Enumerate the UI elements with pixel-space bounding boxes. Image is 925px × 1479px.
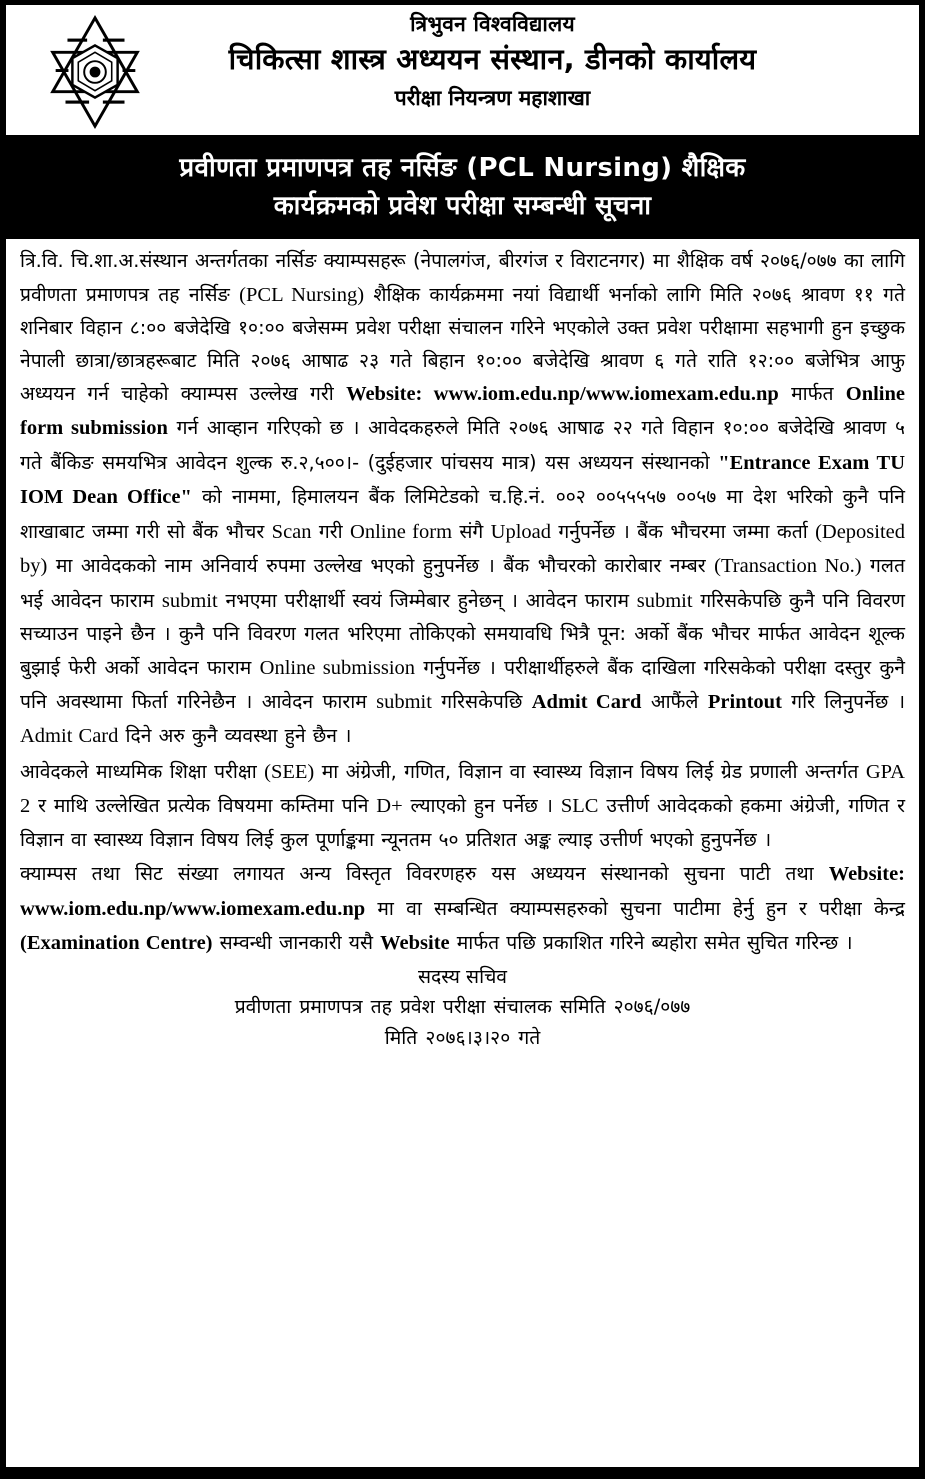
text-run: संगै [452,519,491,543]
text-run: मार्फत पछि प्रकाशित गरिने ब्यहोरा समेत सुचित गरिन्छ । [449,930,853,954]
pcl-nursing-label: (PCL Nursing) [239,283,365,306]
text-run: गर्नुपर्नेछ । बैंक भौचरमा जम्मा कर्ता [551,519,816,543]
paragraph-application-details [20,245,905,753]
notice-date: मिति २०७६।३।२० गते [384,1026,541,1050]
paragraph-eligibility-criteria [20,755,905,856]
text-run: गर्नुपर्नेछ । परीक्षार्थीहरुले बैंक दाखिला गरिसकेको परीक्षा दस्तुर कुनै पनि अवस्थामा फिर्ता गरिनेछैन । आवेदन फाराम [20,655,905,713]
text-run: शैक्षिक कार्यक्रममा नयां विद्यार्थी भर्नाको लागि मिति २०७६ श्रावण ११ गते शनिबार विहान ८:०० बजेदेखि १०:०० बजेसम्म प्रवेश परीक्षा संचालन गरिने भएकोले उक्त प्रवेश परीक्षामा सहभागी हुन इच्छुक नेपाली छात्रा/छात्रहरूबाट मिति २०७६ आषाढ २३ गते बिहान १०:०० बजेदेखि श्रावण ६ गते राति १२:०० बजेभित्र आफु अध्ययन गर्न चाहेको क्याम्पस उल्लेख गरी [20,282,905,406]
examination-centre-label: (Examination Centre) [20,931,213,954]
notice-body [6,239,919,1054]
online-form-label: Online form [350,520,453,543]
text-run: आफैंले [641,689,708,713]
text-run: नभएमा परीक्षार्थी स्वयं जिम्मेबार हुनेछन् । आवेदन फाराम [217,588,637,612]
university-name: त्रिभुवन विश्वविद्यालय [410,12,575,36]
payee-account-name: "Entrance Exam TU IOM Dean Office" [20,451,906,509]
slc-label: SLC [560,795,599,818]
transaction-no-label: (Transaction No.) [714,555,862,578]
tribhuvan-university-star-emblem [36,13,154,131]
text-run: दिने अरु कुनै व्यवस्था हुने छैन । [118,724,352,748]
admit-card-label-1: Admit Card [531,690,642,713]
notice-title-banner [6,138,919,239]
online-form-submission-label: Online form submission [20,383,906,440]
text-run: त्रि.वि. चि.शा.अ.संस्थान अन्तर्गतका नर्सिङ क्याम्पसहरू (नेपालगंज, बीरगंज र विराटनगर) मा शैक्षिक वर्ष २०७६/०७७ का लागि प्रवीणता प्रमाणपत्र तह नर्सिङ [20,249,905,306]
website-label: Website [380,931,450,954]
text-run: सम्वन्धी जानकारी यसै [212,930,381,954]
text-run: गरि लिनुपर्नेछ । [781,689,906,713]
text-run: गरिसकेपछि [431,689,532,713]
submit-label-1: submit [161,589,218,612]
submit-label-2: submit [636,589,693,612]
signatory-designation: सदस्य सचिव [417,965,508,989]
website-link-primary: Website: www.iom.edu.np/www.iomexam.edu.np [346,383,779,406]
banner-title-line-1: प्रवीणता प्रमाणपत्र तह नर्सिङ (PCL Nursing) शैक्षिक [179,153,746,183]
institute-name: चिकित्सा शास्त्र अध्ययन संस्थान, डीनको कार्यालय [228,42,757,77]
admit-card-label-2: Admit Card [20,725,119,748]
text-run: मा आवेदकको नाम अनिवार्य रुपमा उल्लेख भएको हुनुपर्नेछ । बैंक भौचरको कारोबार नम्बर [47,554,715,578]
scan-label: Scan [271,520,312,543]
text-run: गरिसकेपछि कुनै पनि विवरण सच्याउन पाइने छैन । कुनै पनि विवरण गलत भरिएमा तोकिएको समयावधि भित्रै पून: अर्को बैंक भौचर मार्फत आवेदन शूल्क बुझाई फेरी अर्को आवेदन फाराम [20,588,905,679]
text-run: मा अंग्रेजी, गणित, विज्ञान वा स्वास्थ्य विज्ञान विषय लिई ग्रेड प्रणाली अन्तर्गत [314,759,866,783]
online-submission-label: Online submission [259,656,416,679]
document-header [6,5,919,138]
text-run: गरी [311,519,351,543]
deposited-by-label: (Deposited by) [20,520,906,578]
text-run: मार्फत [778,382,846,406]
printout-label: Printout [707,690,782,713]
website-link-secondary: Website: www.iom.edu.np/www.iomexam.edu.np [20,863,905,920]
submit-label-3: submit [376,690,432,713]
text-run: को नाममा, हिमालयन बैंक लिमिटेडको च.हि.नं. ००२ ००५५५५७ ००५७ मा देश भरिको कुनै पनि शाखाबाट जम्मा गरी सो बैंक भौचर [20,485,906,543]
text-run: आवेदकले माध्यमिक शिक्षा परीक्षा [20,759,265,783]
text-run: ल्याएको हुन पर्नेछ । [402,794,561,818]
text-run: र माथि उल्लेखित प्रत्येक विषयमा कम्तिमा पनि [30,794,377,818]
text-run: उत्तीर्ण आवेदकको हकमा अंग्रेजी, गणित र विज्ञान वा स्वास्थ्य विज्ञान विषय लिई कुल पूर्णाङ्कमा न्यूनतम ५० प्रतिशत अङ्क ल्याइ उत्तीर्ण भएको हुनुपर्नेछ । [20,794,905,851]
banner-title-line-2: कार्यक्रमको प्रवेश परीक्षा सम्बन्धी सूचना [273,190,652,221]
text-run: गलत भई आवेदन फाराम [20,554,905,612]
office-name: परीक्षा नियन्त्रण महाशाखा [394,85,591,110]
text-run: गर्न आव्हान गरिएको छ । आवेदकहरुले मिति २०७६ आषाढ २२ गते विहान १०:०० बजेदेखि श्रावण ५ गते बैंकिङ समयभित्र आवेदन शुल्क रु.२,५००।- (दुईहजार पांचसय मात्र) यस अध्ययन संस्थानको [20,416,906,474]
text-run: मा वा सम्बन्धित क्याम्पसहरुको सुचना पाटीमा हेर्नु हुन र परीक्षा केन्द्र [365,896,905,920]
gpa-requirement: GPA 2 [20,760,905,818]
grade-requirement: D+ [376,795,403,818]
issuing-committee: प्रवीणता प्रमाणपत्र तह प्रवेश परीक्षा संचालक समिति २०७६/०७७ [234,995,691,1019]
upload-label: Upload [490,520,552,543]
see-label: (SEE) [264,760,315,783]
text-run: क्याम्पस तथा सिट संख्या लगायत अन्य विस्तृत विवरणहरु यस अध्ययन संस्थानको सुचना पाटी तथा [20,862,829,886]
paragraph-further-information [20,857,905,960]
